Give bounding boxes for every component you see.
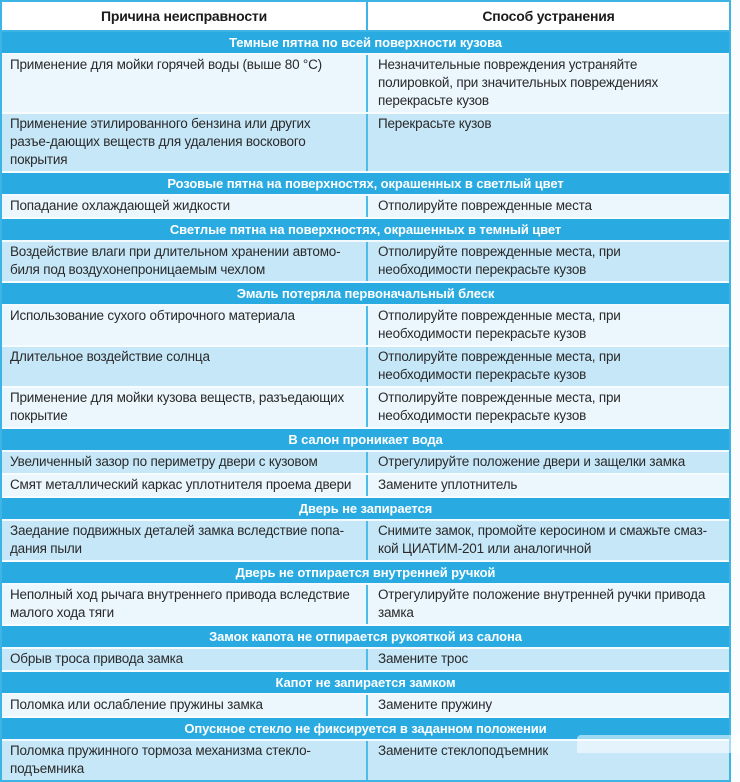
cause-cell: Воздействие влаги при длительном хранении автомо-биля под воздухонепроницаемым чехлом xyxy=(2,242,368,281)
table-row xyxy=(2,196,729,219)
section-header: Дверь не отпирается внутренней ручкой xyxy=(2,562,729,585)
cause-cell: Обрыв троса привода замка xyxy=(2,649,368,670)
section-header: Капот не запирается замком xyxy=(2,672,729,695)
cause-cell: Применение для мойки горячей воды (выше 80 °С) xyxy=(2,55,368,112)
cause-cell: Смят металлический каркас уплотнителя проема двери xyxy=(2,475,368,496)
cause-cell: Увеличенный зазор по периметру двери с кузовом xyxy=(2,452,368,473)
cause-cell: Неполный ход рычага внутреннего привода вследствие малого хода тяги xyxy=(2,585,368,624)
table-row xyxy=(2,521,729,562)
section-header: Светлые пятна на поверхностях, окрашенных в темный цвет xyxy=(2,219,729,242)
remedy-cell: Отполируйте поврежденные места, при необходимости перекрасьте кузов xyxy=(378,308,621,341)
remedy-cell: Замените стеклоподъемник xyxy=(378,743,549,758)
remedy-column-header: Способ устранения xyxy=(482,8,615,24)
cause-cell: Попадание охлаждающей жидкости xyxy=(2,196,368,217)
table-row xyxy=(2,347,729,388)
remedy-cell: Снимите замок, промойте керосином и смажьте смаз-кой ЦИАТИМ-201 или аналогичной xyxy=(378,523,707,556)
table-row xyxy=(2,649,729,672)
table-row xyxy=(2,452,729,475)
cause-column-header: Причина неисправности xyxy=(2,2,368,30)
cause-cell: Применение этилированного бензина или других разъе-дающих веществ для удаления воскового покрытия xyxy=(2,114,368,171)
remedy-cell: Отполируйте поврежденные места xyxy=(378,198,592,213)
cause-cell: Заедание подвижных деталей замка вследствие попа-дания пыли xyxy=(2,521,368,560)
remedy-cell: Перекрасьте кузов xyxy=(378,116,492,131)
cause-cell: Поломка пружинного тормоза механизма стекло-подъемника xyxy=(2,741,368,780)
remedy-cell: Отполируйте поврежденные места, при необходимости перекрасьте кузов xyxy=(378,390,621,423)
cause-cell: Поломка или ослабление пружины замка xyxy=(2,695,368,716)
table-row xyxy=(2,388,729,429)
section-header: Темные пятна по всей поверхности кузова xyxy=(2,32,729,55)
section-header: Опускное стекло не фиксируется в заданном положении xyxy=(2,718,729,741)
section-header: Дверь не запирается xyxy=(2,498,729,521)
section-header: Эмаль потеряла первоначальный блеск xyxy=(2,283,729,306)
cause-cell: Применение для мойки кузова веществ, разъедающих покрытие xyxy=(2,388,368,427)
table-row xyxy=(2,55,729,114)
remedy-cell: Незначительные повреждения устраняйте полировкой, при значительных повреждениях перекрасьте кузов xyxy=(378,57,659,108)
table-row xyxy=(2,114,729,173)
table-row xyxy=(2,585,729,626)
remedy-cell: Замените уплотнитель xyxy=(378,477,518,492)
scan-artifact-overlay xyxy=(577,735,740,753)
table-row xyxy=(2,306,729,347)
table-row xyxy=(2,695,729,718)
remedy-cell: Отрегулируйте положение внутренней ручки привода замка xyxy=(378,587,706,620)
section-header: В салон проникает вода xyxy=(2,429,729,452)
table-header-row xyxy=(2,2,729,32)
remedy-cell: Замените пружину xyxy=(378,697,492,712)
section-header: Розовые пятна на поверхностях, окрашенных в светлый цвет xyxy=(2,173,729,196)
table-row xyxy=(2,475,729,498)
table-row xyxy=(2,242,729,283)
remedy-cell: Отполируйте поврежденные места, при необходимости перекрасьте кузов xyxy=(378,349,621,382)
cause-cell: Длительное воздействие солнца xyxy=(2,347,368,386)
section-header: Замок капота не отпирается рукояткой из салона xyxy=(2,626,729,649)
remedy-cell: Отрегулируйте положение двери и защелки замка xyxy=(378,454,686,469)
remedy-cell: Отполируйте поврежденные места, при необходимости перекрасьте кузов xyxy=(378,244,621,277)
remedy-cell: Замените трос xyxy=(378,651,469,666)
cause-cell: Использование сухого обтирочного материала xyxy=(2,306,368,345)
